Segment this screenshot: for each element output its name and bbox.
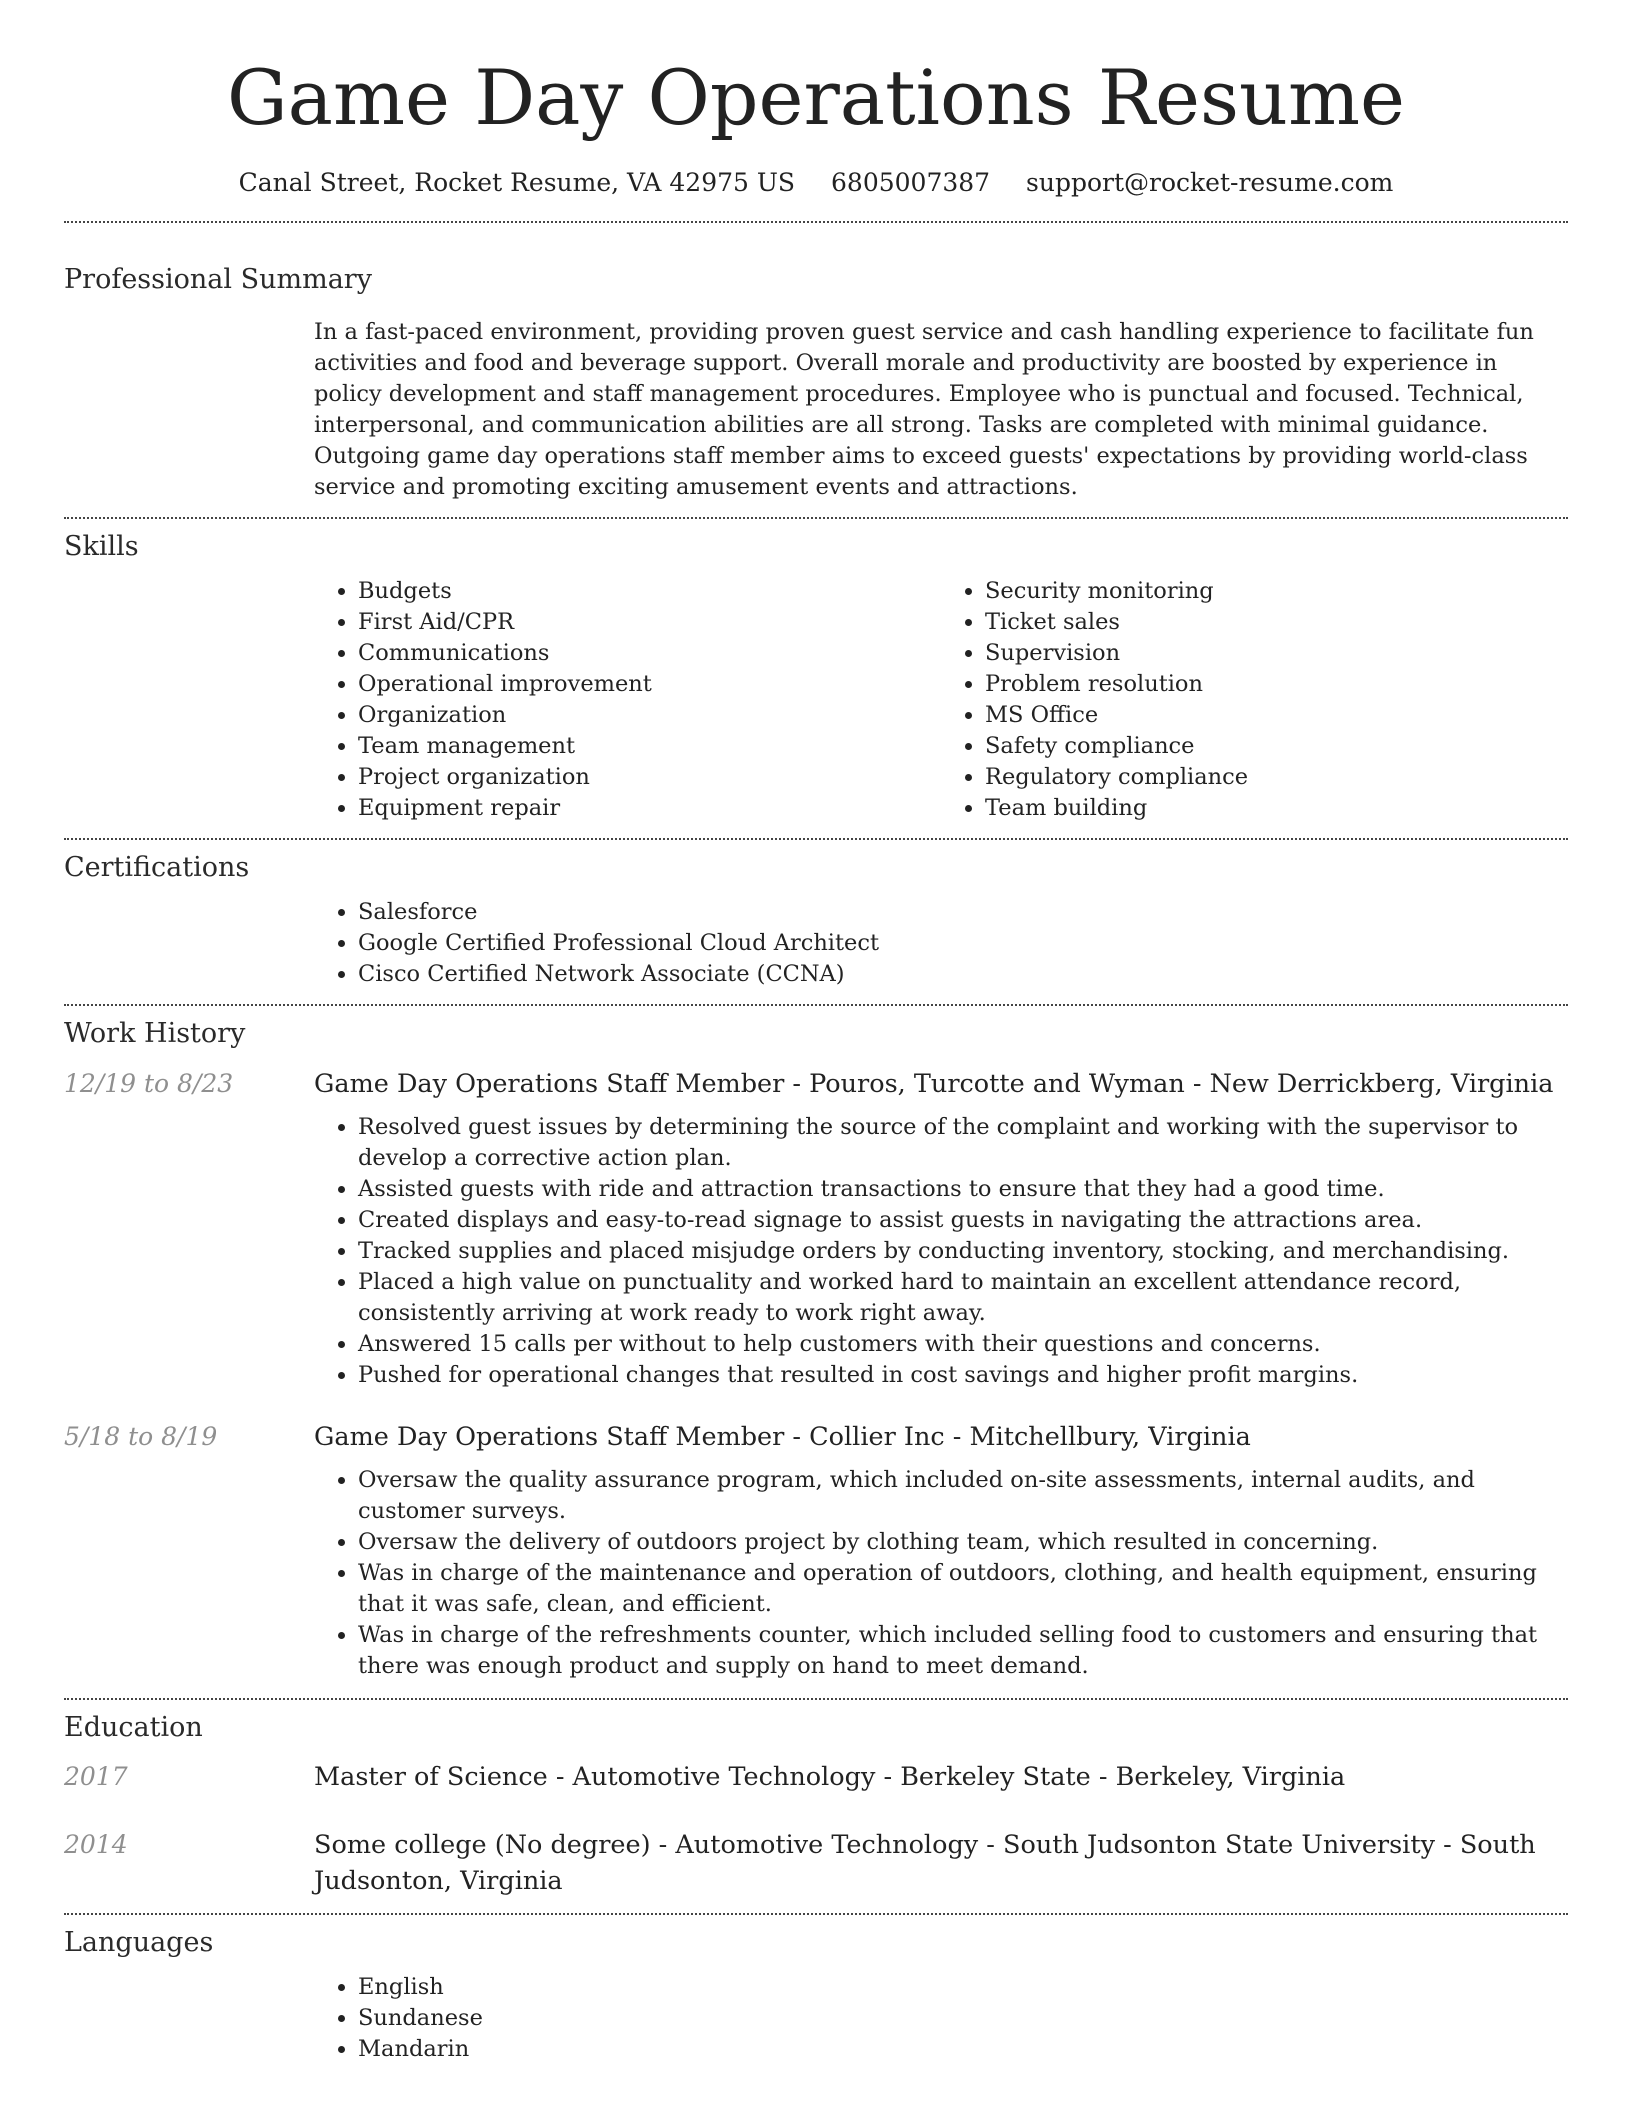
skill-item: • Operational improvement [358, 669, 941, 700]
divider [64, 1913, 1568, 1915]
contact-address: Canal Street, Rocket Resume, VA 42975 US [238, 168, 796, 197]
job-heading [314, 1066, 1568, 1102]
skill-item: • Security monitoring [985, 576, 1568, 607]
skill-item: • Regulatory compliance [985, 762, 1568, 793]
skill-item: • MS Office [985, 700, 1568, 731]
divider [64, 1004, 1568, 1006]
skills-list-left [314, 576, 941, 824]
job-bullet: • Assisted guests with ride and attraction transactions to ensure that they had a good time. [358, 1174, 1568, 1205]
certification-item: • Cisco Certified Network Associate (CCNA) [358, 959, 1568, 990]
job-bullet: • Placed a high value on punctuality and worked hard to maintain an excellent attendance record, consistently arriving at work ready to work right away. [358, 1267, 1568, 1329]
job-heading [314, 1419, 1568, 1455]
skill-item: • Problem resolution [985, 669, 1568, 700]
skill-item: • Communications [358, 638, 941, 669]
contact-phone: 6805007387 [831, 168, 991, 197]
education-text: Some college (No degree) - Automotive Technology - South Judsonton State University - South Judsonton, Virginia [314, 1830, 1536, 1896]
job-dates: 12/19 to 8/23 [64, 1069, 234, 1098]
skill-item: • Team building [985, 793, 1568, 824]
skill-item: • Supervision [985, 638, 1568, 669]
skill-item: • Organization [358, 700, 941, 731]
certifications-block [314, 897, 1568, 990]
skill-item: • Ticket sales [985, 607, 1568, 638]
resume-page [64, 0, 1568, 2065]
education-year: 2017 [64, 1762, 128, 1791]
skills-grid [314, 576, 1568, 824]
section-title-summary: Professional Summary [64, 264, 372, 295]
job-bullets [314, 1465, 1568, 1682]
language-item: • Sundanese [358, 2003, 1568, 2034]
certifications-list [314, 897, 1568, 990]
skill-item: • Team management [358, 731, 941, 762]
job-dates: 5/18 to 8/19 [64, 1422, 218, 1451]
languages-block [314, 1972, 1568, 2065]
section-title-certifications: Certifications [64, 852, 250, 883]
language-item: • Mandarin [358, 2034, 1568, 2065]
job-bullet: • Tracked supplies and placed misjudge orders by conducting inventory, stocking, and merchandising. [358, 1236, 1568, 1267]
job-bullet: • Resolved guest issues by determining the source of the complaint and working with the supervisor to develop a corrective action plan. [358, 1112, 1568, 1174]
language-item: • English [358, 1972, 1568, 2003]
skill-item: • Budgets [358, 576, 941, 607]
education-entry [64, 1759, 1568, 1795]
divider [64, 221, 1568, 223]
skill-item: • Project organization [358, 762, 941, 793]
job-bullets [314, 1112, 1568, 1391]
job-bullet: • Answered 15 calls per without to help customers with their questions and concerns. [358, 1329, 1568, 1360]
divider [64, 1698, 1568, 1700]
divider [64, 517, 1568, 519]
job-role: Game Day Operations Staff Member [314, 1069, 785, 1099]
skill-item: • Safety compliance [985, 731, 1568, 762]
certification-item: • Google Certified Professional Cloud Architect [358, 928, 1568, 959]
summary-text: In a fast-paced environment, providing proven guest service and cash handling experience to facilitate fun activities and food and beverage support. Overall morale and productivity are boosted by experience in policy development and staff management procedures. Employee who is punctual and focused. Technical, interpersonal, and communication abilities are all strong. Tasks are completed with minimal guidance. Outgoing game day operations staff member aims to exceed guests' expectations by providing world-class service and promoting exciting amusement events and attractions. [314, 319, 1534, 500]
education-year: 2014 [64, 1830, 128, 1859]
certification-item: • Salesforce [358, 897, 1568, 928]
section-title-skills: Skills [64, 531, 139, 562]
resume-title: Game Day Operations Resume [226, 53, 1406, 142]
job-bullet: • Was in charge of the maintenance and operation of outdoors, clothing, and health equipment, ensuring that it was safe, clean, and efficient. [358, 1558, 1568, 1620]
contact-email: support@rocket-resume.com [1026, 168, 1394, 197]
job-entry [64, 1419, 1568, 1682]
languages-list [314, 1972, 1568, 2065]
job-bullet: • Oversaw the quality assurance program, which included on-site assessments, internal audits, and customer surveys. [358, 1465, 1568, 1527]
job-employer: - Pouros, Turcotte and Wyman - New Derrickberg, Virginia [784, 1069, 1554, 1099]
education-entry [64, 1827, 1568, 1899]
job-bullet: • Created displays and easy-to-read signage to assist guests in navigating the attractions area. [358, 1205, 1568, 1236]
job-bullet: • Pushed for operational changes that resulted in cost savings and higher profit margins. [358, 1360, 1568, 1391]
section-title-work-history: Work History [64, 1018, 246, 1049]
skills-list-right [941, 576, 1568, 824]
job-entry [64, 1066, 1568, 1391]
skill-item: • Equipment repair [358, 793, 941, 824]
job-bullet: • Oversaw the delivery of outdoors project by clothing team, which resulted in concerning. [358, 1527, 1568, 1558]
job-bullet: • Was in charge of the refreshments counter, which included selling food to customers and ensuring that there was enough product and supply on hand to meet demand. [358, 1620, 1568, 1682]
education-text: Master of Science - Automotive Technology - Berkeley State - Berkeley, Virginia [314, 1762, 1346, 1792]
job-role: Game Day Operations Staff Member [314, 1422, 785, 1452]
section-title-education: Education [64, 1712, 203, 1743]
divider [64, 838, 1568, 840]
skill-item: • First Aid/CPR [358, 607, 941, 638]
section-title-languages: Languages [64, 1927, 214, 1958]
contact-line [64, 170, 1568, 195]
job-employer: - Collier Inc - Mitchellbury, Virginia [784, 1422, 1251, 1452]
